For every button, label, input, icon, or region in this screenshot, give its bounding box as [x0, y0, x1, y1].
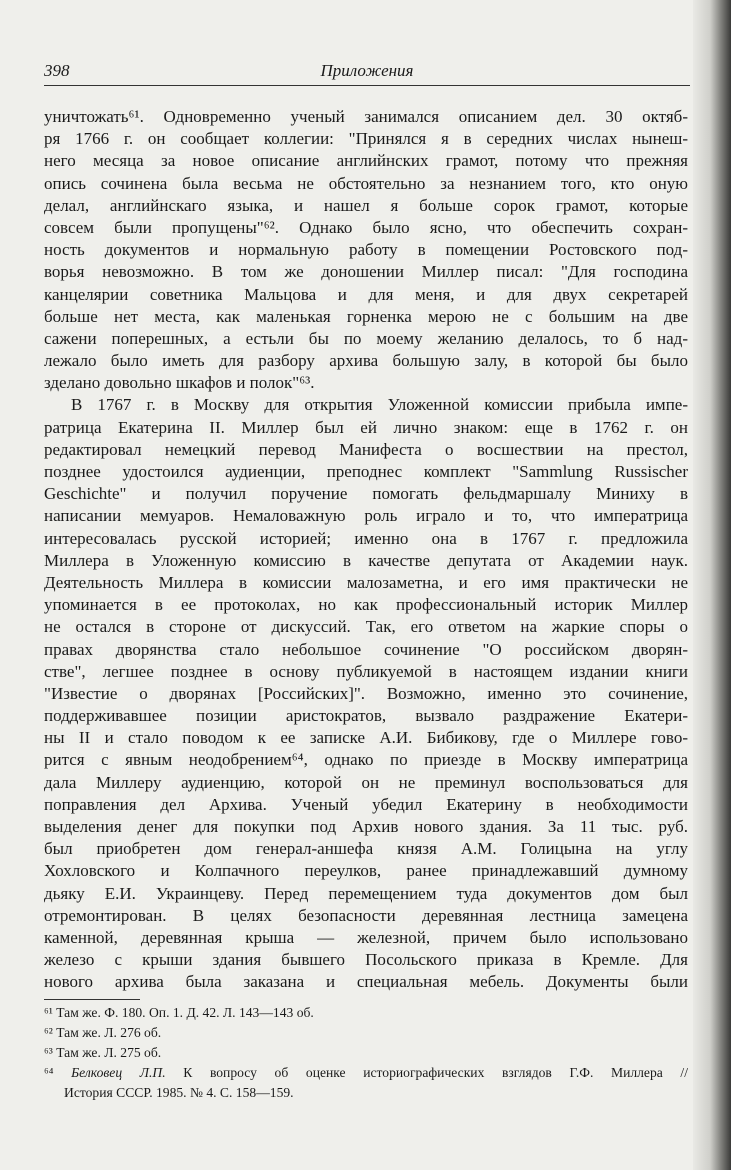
- text-line: Деятельность Миллера в комиссии малозаметна, и его имя практически не: [44, 572, 688, 592]
- text-line: ны II и стало поводом к ее записке А.И. Бибикову, где о Миллере гово-: [44, 728, 688, 748]
- text-line: редактировал немецкий перевод Манифеста о восшествии на престол,: [44, 439, 688, 459]
- text-line: сажени поперешных, а естьли бы по моему желанию делалось, то б над-: [44, 328, 688, 348]
- text-line: ворья невозможно. В том же доношении Миллер писал: "Для господина: [44, 262, 688, 282]
- footnote-62: ⁶² Там же. Л. 276 об.: [44, 1025, 162, 1040]
- text-line: зделано довольно шкафов и полок"⁶³.: [44, 373, 315, 393]
- text-line: поправления дел Архива. Ученый убедил Екатерину в необходимости: [44, 794, 688, 814]
- text-line: рится с явным неодобрением⁶⁴, однако по приезде в Москву императрица: [44, 750, 688, 770]
- text-line: уничтожать⁶¹. Одновременно ученый занимался описанием дел. 30 октяб-: [44, 107, 688, 126]
- footnote-divider: [44, 999, 140, 1000]
- text-line: выделения денег для покупки под Архив нового здания. За 11 тыс. руб.: [44, 817, 688, 836]
- page-number: 398: [44, 61, 70, 80]
- footnote-64: [44, 1063, 688, 1083]
- text-line: отремонтирован. В целях безопасности деревянная лестница замецена: [44, 905, 688, 925]
- text-line: Миллера в Уложенную комиссию в качестве депутата от Академии наук.: [44, 550, 688, 570]
- text-line: упоминается в ее протоколах, но как профессиональный историк Миллер: [44, 595, 688, 615]
- text-line: позднее удостоился аудиенции, преподнес комплект "Sammlung Russischer: [44, 462, 688, 481]
- text-line: железо с крыши здания бывшего Посольского приказа в Кремле. Для: [44, 950, 688, 970]
- text-line: поддерживавшее позиции аристократов, вызвало раздражение Екатери-: [44, 706, 688, 726]
- running-header: [44, 59, 690, 86]
- footnote-64-text: К вопросу об оценке историографических взглядов Г.Ф. Миллера //: [183, 1065, 688, 1080]
- text-line: был приобретен дом генерал-аншефа князя А.М. Голицына на углу: [44, 839, 688, 859]
- text-line: каменной, деревянная крыша — железной, причем было использовано: [44, 927, 688, 947]
- text-line: канцелярии советника Мальцова и для меня, и для двух секретарей: [44, 284, 688, 304]
- text-line: больше нет места, как маленькая горненка мерою не с большим на две: [44, 306, 688, 326]
- text-line: правах дворянства стало небольшое сочинение "О российском дворян-: [44, 639, 688, 659]
- text-line: нового архива была заказана и специальная мебель. Документы были: [44, 972, 688, 992]
- text-line: опись сочинена была весьма не обстоятельно за незнанием того, кто оную: [44, 173, 688, 193]
- footnotes: [44, 1003, 688, 1103]
- text-line: написании мемуаров. Немаловажную роль играло и то, что императрица: [44, 506, 688, 526]
- text-line: делал, английнскаго языка, и нашел я больше сорок грамот, которые: [44, 195, 688, 215]
- text-line: ность документов и нормальную работу в помещении Ростовского под-: [44, 240, 688, 260]
- paragraph-first-line: В 1767 г. в Москву для открытия Уложенной комиссии прибыла импе-: [71, 395, 688, 415]
- text-line: "Известие о дворянах [Российских]". Возможно, именно это сочинение,: [44, 683, 688, 703]
- footnote-63: ⁶³ Там же. Л. 275 об.: [44, 1045, 162, 1060]
- text-line: дала Миллеру аудиенцию, которой он не преминул воспользоваться для: [44, 772, 688, 792]
- text-line: него месяца за новое описание английнских грамот, потому что прежняя: [44, 151, 688, 171]
- footnote-64-author: Белковец Л.П.: [71, 1065, 166, 1080]
- text-line: Geschichte" и получил поручение помогать фельдмаршалу Миниху в: [44, 484, 688, 504]
- footnote-64-mark: ⁶⁴: [44, 1065, 54, 1080]
- text-line: Хохловского и Колпачного переулков, ранее принадлежавший думному: [44, 861, 688, 881]
- page-binding-shadow: [693, 0, 731, 1170]
- text-line: совсем были пропущены"⁶². Однако было ясно, что обеспечить сохран-: [44, 217, 688, 237]
- text-line: не остался в стороне от дискуссий. Так, его ответом на жаркие споры о: [44, 617, 688, 637]
- text-line: стве", легшее позднее в основу публикуемой в настоящем издании книги: [44, 661, 688, 681]
- footnote-64-continuation: История СССР. 1985. № 4. С. 158—159.: [64, 1085, 294, 1100]
- footnote-61: ⁶¹ Там же. Ф. 180. Оп. 1. Д. 42. Л. 143—143 об.: [44, 1005, 314, 1020]
- text-line: ратрица Екатерина II. Миллер был ей лично знаком: еще в 1762 г. он: [44, 417, 688, 437]
- text-line: интересовалась русской историей; именно она в 1767 г. предложила: [44, 528, 688, 548]
- text-line: ря 1766 г. он сообщает коллегии: "Принялся я в середних числах нынеш-: [44, 129, 688, 149]
- text-line: лежало было иметь для разбору архива большую залу, в которой бы было: [44, 351, 688, 371]
- body-text: [44, 106, 688, 994]
- running-title: Приложения: [320, 61, 414, 80]
- text-line: дьяку Е.И. Украинцеву. Перед перемещением туда документов дом был: [44, 883, 688, 903]
